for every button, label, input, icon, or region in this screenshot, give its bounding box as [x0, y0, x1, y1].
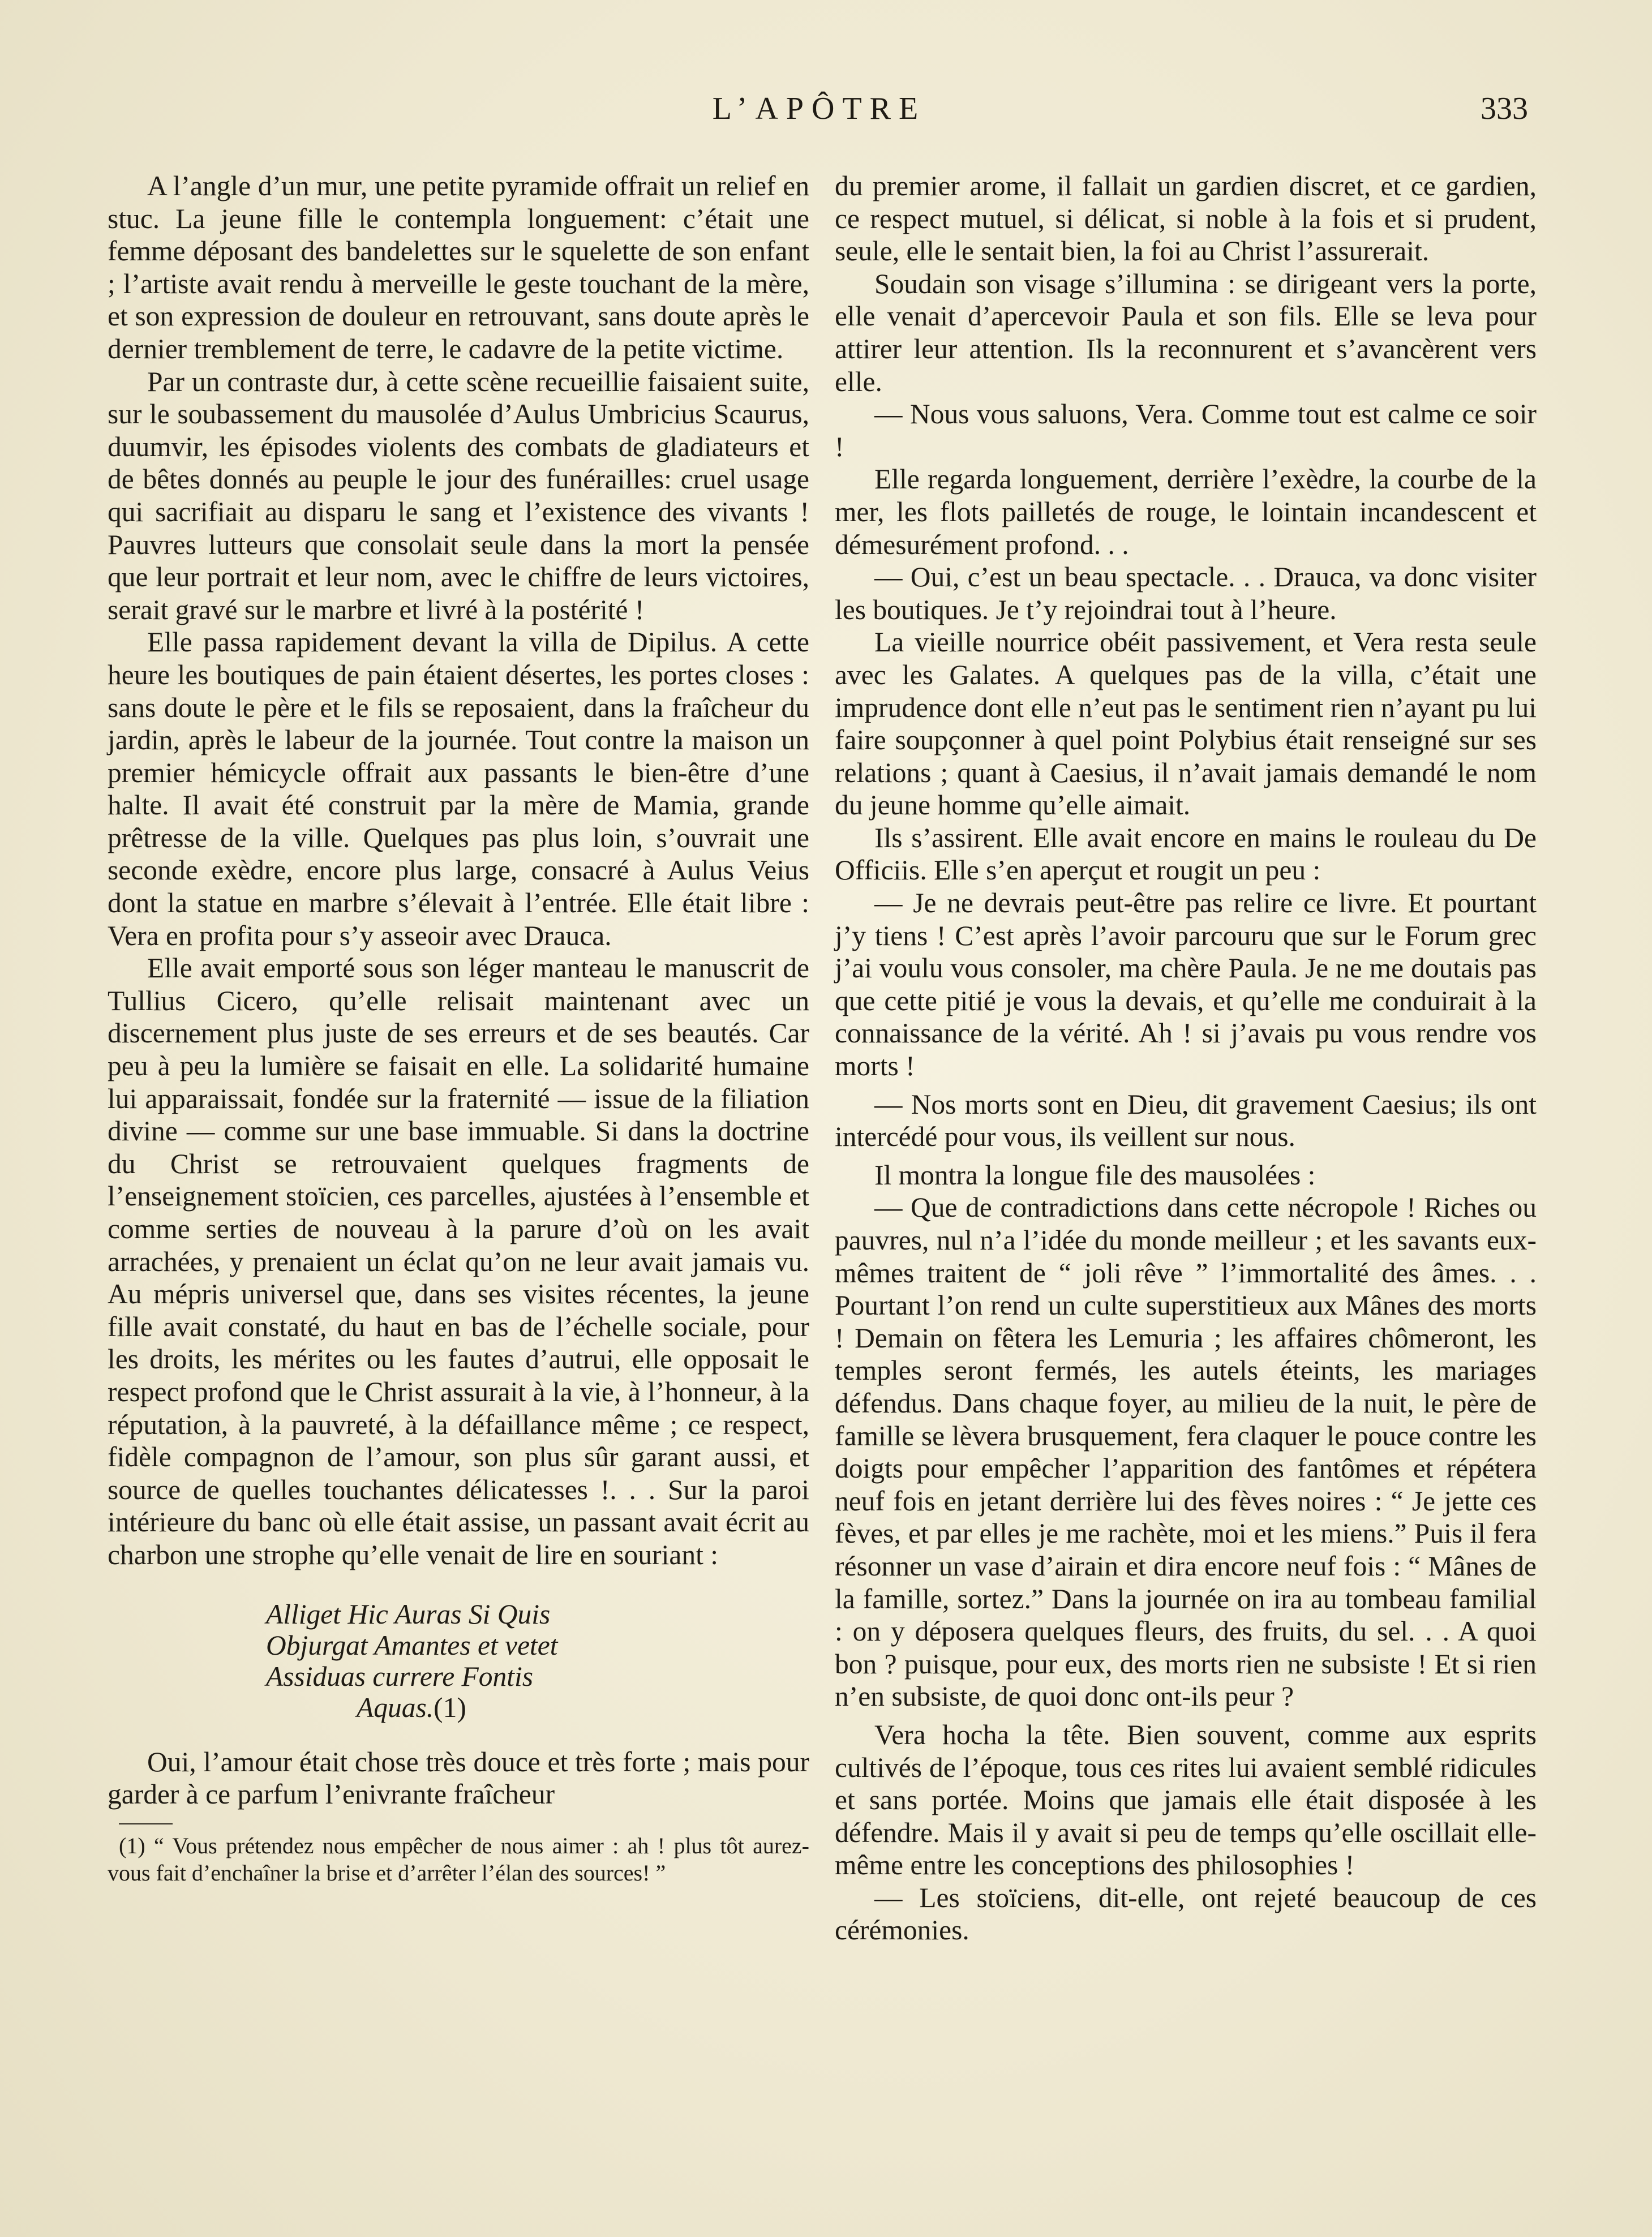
paragraph: A l’angle d’un mur, une petite pyramide offrait un relief en stuc. La jeune fille le contempla longuement: c’était une femme déposant des bandelettes sur le squelette de son enfant ; l’artiste avait rendu à merveille le geste touchant de la mère, et son expression de douleur en retrouvant, sans doute après le dernier tremblement de terre, le cadavre de la petite victime. — [108, 170, 809, 364]
paragraph: Soudain son visage s’illumina : se dirigeant vers la porte, elle venait d’apercevoir Paula et son fils. Elle se leva pour attirer leur attention. Ils la reconnurent et s’avancèrent vers elle. — [835, 268, 1537, 397]
footnote-reference: (1) — [434, 1691, 466, 1723]
paragraph: La vieille nourrice obéit passivement, et Vera resta seule avec les Galates. A quelques pas de la villa, c’était une imprudence dont elle n’eut pas le sentiment rien n’ayant pu lui faire soupçonner à quel point Polybius était renseigné sur ses relations ; quant à Caesius, il n’avait jamais demandé le nom du jeune homme qu’elle aimait. — [835, 626, 1537, 821]
paragraph: Par un contraste dur, à cette scène recueillie faisaient suite, sur le soubassement du mausolée d’Aulus Umbricius Scaurus, duumvir, les épisodes violents des combats de gladiateurs et de bêtes donnés au peuple le jour des funérailles: cruel usage qui sacrifiait au disparu le sang et l’existence des vivants ! Pauvres lutteurs que consolait seule dans la mort la pensée que leur portrait et leur nom, avec le chiffre de leurs victoires, serait gravé sur le marbre et livré à la postérité ! — [108, 366, 809, 625]
paragraph: — Que de contradictions dans cette nécropole ! Riches ou pauvres, nul n’a l’idée du monde meilleur ; et les savants eux-mêmes traitent de “ joli rêve ” l’immortalité des âmes. . . Pourtant l’on rend un culte superstitieux aux Mânes des morts ! Demain on fêtera les Lemuria ; les affaires chômeront, les temples seront fermés, les autels éteints, les mariages défendus. Dans chaque foyer, au milieu de la nuit, le père de famille se lèvera brusquement, fera claquer le pouce contre les doigts pour empêcher l’apparition des fantômes et répétera neuf fois en jetant derrière lui des fèves noires : “ Je jette ces fèves, et par elles je me rachète, moi et les miens.” Puis il fera résonner un vase d’airain et dira encore neuf fois : “ Mânes de la famille, sortez.” Dans la journée on ira au tombeau familial : on y déposera quelques fleurs, des fruits, du sel. . . A quoi bon ? puisque, pour eux, des morts rien ne subsiste ! Et si rien n’en subsiste, de quoi donc ont-ils peur ? — [835, 1192, 1537, 1712]
paragraph: — Nous vous saluons, Vera. Comme tout est calme ce soir ! — [835, 398, 1537, 462]
poem-line: Assiduas currere Fontis — [266, 1660, 534, 1692]
poem-strophe — [266, 1599, 809, 1723]
footnote: (1) “ Vous prétendez nous empêcher de nous aimer : ah ! plus tôt aurez-vous fait d’enchaîner la brise et d’arrêter l’élan des sources! ” — [108, 1832, 809, 1886]
poem-line: Alliget Hic Auras Si Quis — [266, 1598, 551, 1630]
footnote-rule — [119, 1823, 173, 1824]
paragraph: Elle regarda longuement, derrière l’exèdre, la courbe de la mer, les flots pailletés de rouge, le lointain incandescent et démesurément profond. . . — [835, 463, 1537, 560]
paragraph: Il montra la longue file des mausolées : — [874, 1159, 1316, 1191]
poem-line: Objurgat Amantes et vetet — [266, 1629, 558, 1661]
running-title: L’APÔTRE — [712, 91, 926, 126]
right-column — [835, 170, 1537, 1947]
paragraph: — Nos morts sont en Dieu, dit gravement Caesius; ils ont intercédé pour vous, ils veillent sur nous. — [835, 1088, 1537, 1153]
paragraph: Elle passa rapidement devant la villa de Dipilus. A cette heure les boutiques de pain étaient désertes, les portes closes : sans doute le père et le fils se reposaient, dans la fraîcheur du jardin, après le labeur de la journée. Tout contre la maison un premier hémicycle offrait aux passants le bien-être d’une halte. Il avait été construit par la mère de Mamia, grande prêtresse de la ville. Quelques pas plus loin, s’ouvrait une seconde exèdre, encore plus large, consacré à Aulus Veius dont la statue en marbre s’élevait à l’entrée. Elle était libre : Vera en profita pour s’y asseoir avec Drauca. — [108, 626, 809, 951]
paragraph: — Oui, c’est un beau spectacle. . . Drauca, va donc visiter les boutiques. Je t’y rejoindrai tout à l’heure. — [835, 561, 1537, 625]
page-number: 333 — [1481, 91, 1528, 126]
paragraph: du premier arome, il fallait un gardien discret, et ce gardien, ce respect mutuel, si délicat, si noble à la fois et si prudent, seule, elle le sentait bien, la foi au Christ l’assurerait. — [835, 170, 1537, 267]
page-header — [110, 91, 1528, 136]
poem-line: Aquas. — [357, 1691, 434, 1723]
paragraph: Ils s’assirent. Elle avait encore en mains le rouleau du De Officiis. Elle s’en aperçut et rougit un peu : — [835, 822, 1537, 886]
left-column — [108, 170, 809, 1887]
paragraph: — Les stoïciens, dit-elle, ont rejeté beaucoup de ces cérémonies. — [835, 1882, 1537, 1946]
paragraph: — Je ne devrais peut-être pas relire ce livre. Et pourtant j’y tiens ! C’est après l’avoir parcouru que sur le Forum grec j’ai voulu vous consoler, ma chère Paula. Je ne me doutais pas que cette pitié je vous la devais, et qu’elle me conduirait à la connaissance de la vérité. Ah ! si j’avais pu vous rendre vos morts ! — [835, 887, 1537, 1082]
paragraph: Oui, l’amour était chose très douce et très forte ; mais pour garder à ce parfum l’enivrante fraîcheur — [108, 1746, 809, 1810]
poem-line-last — [266, 1692, 809, 1723]
paragraph: Elle avait emporté sous son léger manteau le manuscrit de Tullius Cicero, qu’elle relisait maintenant avec un discernement plus juste de ses erreurs et de ses beautés. Car peu à peu la lumière se faisait en elle. La solidarité humaine lui apparaissait, fondée sur la fraternité — issue de la filiation divine — comme sur une base immuable. Si dans la doctrine du Christ se retrouvaient quelques fragments de l’enseignement stoïcien, ces parcelles, ajustées à l’ensemble et comme serties de nouveau à la parure d’où on les avait arrachées, y prenaient un éclat qu’on ne leur avait jamais vu. Au mépris universel que, dans ses visites récentes, la jeune fille avait constaté, du haut en bas de l’échelle sociale, pour les droits, les mérites ou les fautes d’autrui, elle opposait le respect profond que le Christ assurait à la vie, à l’honneur, à la réputation, à la pauvreté, à la défaillance même ; ce respect, fidèle compagnon de l’amour, son plus sûr garant aussi, et source de quelles touchantes délicatesses !. . . Sur la paroi intérieure du banc où elle était assise, un passant avait écrit au charbon une strophe qu’elle venait de lire en souriant : — [108, 952, 809, 1570]
paragraph: Vera hocha la tête. Bien souvent, comme aux esprits cultivés de l’époque, tous ces rites lui avaient semblé ridicules et sans portée. Moins que jamais elle était disposée à les défendre. Mais il y avait si peu de temps qu’elle oscillait elle-même entre les conceptions des philosophies ! — [835, 1719, 1537, 1881]
